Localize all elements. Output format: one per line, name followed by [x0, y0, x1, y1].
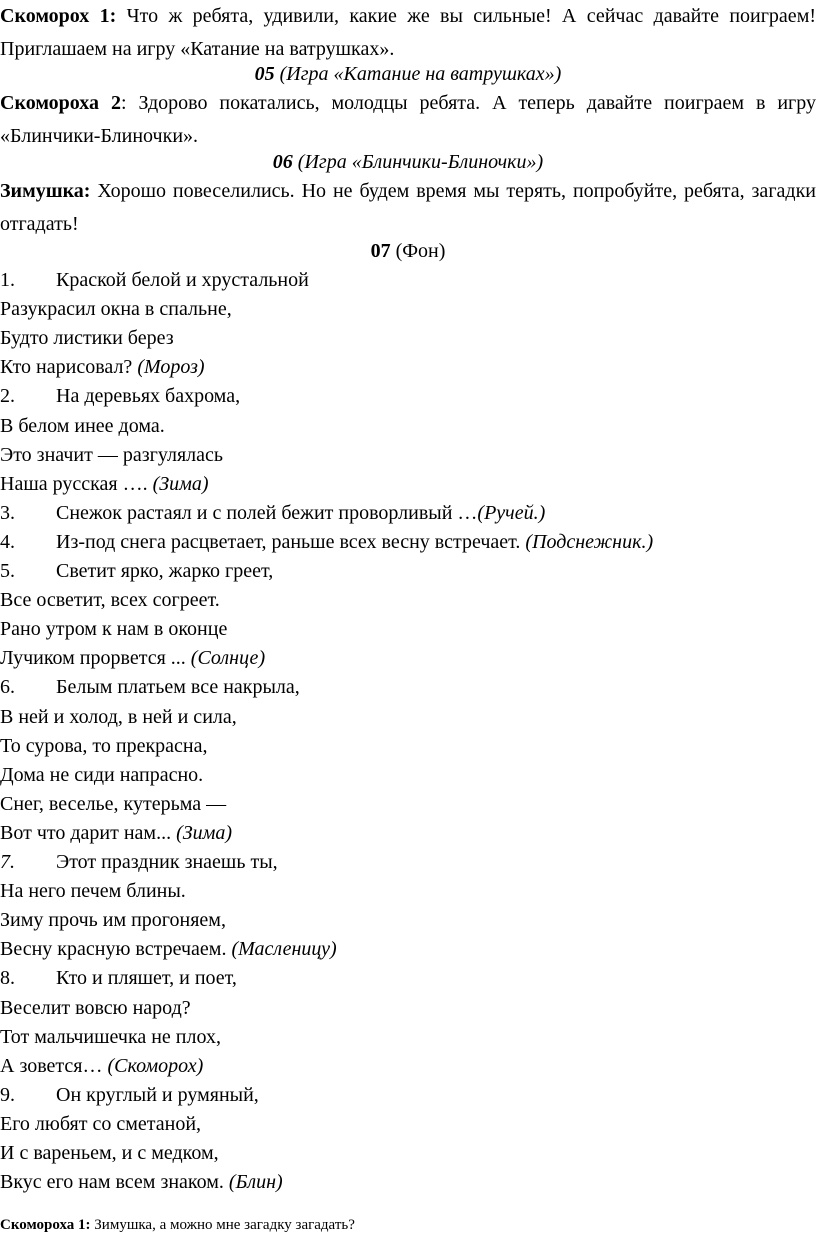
- riddle-text: Лучиком прорвется ...: [0, 647, 191, 670]
- game-heading-06: [0, 148, 816, 176]
- paragraph-skomorokh-1: [0, 0, 816, 66]
- riddle-text: Снежок растаял и с полей бежит проворливый …: [56, 501, 478, 524]
- riddle-line: [0, 353, 816, 381]
- riddle-text: Светит ярко, жарко греет,: [56, 560, 274, 582]
- riddle-text: На него печем блины.: [0, 880, 186, 903]
- riddle-answer: (Ручей.): [477, 501, 546, 524]
- riddle-line: [0, 412, 816, 440]
- riddle-text: В белом инее дома.: [0, 414, 165, 437]
- riddle-number: 5.: [0, 560, 15, 582]
- background-number: 07: [370, 240, 391, 262]
- riddle-number: 2.: [0, 385, 15, 408]
- riddle-line: [0, 994, 816, 1022]
- riddle-text: И с вареньем, и с медком,: [0, 1142, 219, 1164]
- riddle-text: То сурова, то прекрасна,: [0, 734, 208, 757]
- riddle-line: [0, 499, 816, 527]
- riddle-line: [0, 819, 816, 847]
- game-heading-05: [0, 60, 816, 88]
- riddle-number: 3.: [0, 501, 15, 524]
- riddle-text: Разукрасил окна в спальне,: [0, 298, 232, 321]
- riddle-line: [0, 1052, 816, 1080]
- game-title: (Игра «Катание на ватрушках»): [274, 63, 562, 85]
- riddle-text: Тот мальчишечка не плох,: [0, 1025, 221, 1048]
- riddle-line: [0, 1081, 816, 1109]
- riddle-text: Краской белой и хрустальной: [56, 269, 309, 291]
- riddle-text: В ней и холод, в ней и сила,: [0, 705, 237, 728]
- riddle-line: [0, 703, 816, 731]
- riddle-line: [0, 1110, 816, 1138]
- riddle-text: Рано утром к нам в оконце: [0, 618, 228, 641]
- riddle-line: [0, 324, 816, 352]
- riddle-line: [0, 382, 816, 410]
- riddle-line: [0, 586, 816, 614]
- speaker-label: Зимушка:: [0, 180, 91, 202]
- speaker-label: Скомороха 2: [0, 92, 121, 114]
- background-heading: [0, 237, 816, 265]
- game-number: 06: [272, 151, 293, 173]
- riddle-number: 8.: [0, 967, 15, 990]
- riddle-line: [0, 1023, 816, 1051]
- riddle-answer: (Зима): [152, 472, 209, 495]
- speaker-label: Скомороха 1:: [0, 1217, 91, 1233]
- riddle-text: Этот праздник знаешь ты,: [56, 851, 278, 873]
- riddle-line: [0, 761, 816, 789]
- riddle-line: [0, 906, 816, 934]
- riddle-line: [0, 266, 816, 294]
- riddle-line: [0, 441, 816, 469]
- game-number: 05: [254, 63, 275, 85]
- riddle-answer: (Блин): [228, 1171, 283, 1194]
- paragraph-text: Что ж ребята, удивили, какие же вы сильные! А сейчас давайте поиграем! Приглашаем на игру «Катание на ватрушках».: [0, 5, 816, 60]
- riddle-text: Кто нарисовал?: [0, 356, 138, 379]
- riddle-line: [0, 1139, 816, 1167]
- riddle-text: Вкус его нам всем знаком.: [0, 1171, 229, 1194]
- riddle-line: [0, 877, 816, 905]
- riddle-text: Кто и пляшет, и поет,: [56, 967, 237, 990]
- riddle-text: А зовется…: [0, 1054, 108, 1077]
- riddle-answer: (Зима): [176, 821, 233, 844]
- riddle-line: [0, 295, 816, 323]
- riddle-number: 9.: [0, 1083, 15, 1106]
- riddle-line: [0, 935, 816, 963]
- riddle-answer: (Подснежник.): [525, 530, 654, 553]
- riddle-text: Это значит — разгулялась: [0, 443, 223, 466]
- footer-text: Зимушка, а можно мне загадку загадать?: [90, 1217, 355, 1233]
- riddle-line: [0, 732, 816, 760]
- speaker-label: Скоморох 1:: [0, 5, 117, 27]
- riddle-line: [0, 848, 816, 876]
- riddle-text: Вот что дарит нам...: [0, 821, 177, 844]
- riddle-text: Белым платьем все накрыла,: [56, 676, 300, 699]
- riddle-text: Будто листики берез: [0, 327, 174, 350]
- footer-line: [0, 1214, 816, 1236]
- riddle-number: 6.: [0, 676, 15, 699]
- riddle-text: Наша русская ….: [0, 472, 153, 495]
- riddle-answer: (Масленицу): [231, 938, 337, 961]
- riddle-text: Все осветит, всех согреет.: [0, 589, 220, 612]
- riddle-text: Его любят со сметаной,: [0, 1112, 202, 1135]
- riddle-line: [0, 470, 816, 498]
- riddle-number: 4.: [0, 530, 15, 553]
- riddle-text: Он круглый и румяный,: [56, 1083, 259, 1106]
- riddle-answer: (Солнце): [190, 647, 266, 670]
- riddle-line: [0, 790, 816, 818]
- paragraph-skomorokh-2: [0, 87, 816, 153]
- riddle-line: [0, 964, 816, 992]
- riddle-text: Веселит вовсю народ?: [0, 996, 191, 1019]
- riddle-text: Дома не сиди напрасно.: [0, 763, 204, 786]
- riddle-text: Из-под снега расцветает, раньше всех весну встречает.: [56, 530, 526, 553]
- riddle-text: Зиму прочь им прогоняем,: [0, 909, 226, 932]
- game-title: (Игра «Блинчики-Блиночки»): [292, 151, 544, 173]
- riddle-line: [0, 673, 816, 701]
- riddle-line: [0, 644, 816, 672]
- riddle-line: [0, 1168, 816, 1196]
- riddle-line: [0, 615, 816, 643]
- paragraph-text: Хорошо повеселились. Но не будем время мы терять, попробуйте, ребята, загадки отгадать!: [0, 180, 816, 235]
- riddle-number: 1.: [0, 269, 15, 291]
- riddle-text: На деревьях бахрома,: [56, 385, 241, 408]
- riddle-answer: (Мороз): [137, 356, 205, 379]
- paragraph-text: : Здорово покатались, молодцы ребята. А теперь давайте поиграем в игру «Блинчики-Блиночки».: [0, 92, 816, 147]
- riddle-line: [0, 557, 816, 585]
- riddle-answer: (Скоморох): [107, 1054, 204, 1077]
- background-label: (Фон): [390, 240, 446, 262]
- riddle-line: [0, 528, 816, 556]
- paragraph-zimushka: [0, 175, 816, 241]
- riddle-number: 7.: [0, 851, 15, 873]
- riddle-text: Снег, веселье, кутерьма —: [0, 792, 227, 815]
- riddle-text: Весну красную встречаем.: [0, 938, 232, 961]
